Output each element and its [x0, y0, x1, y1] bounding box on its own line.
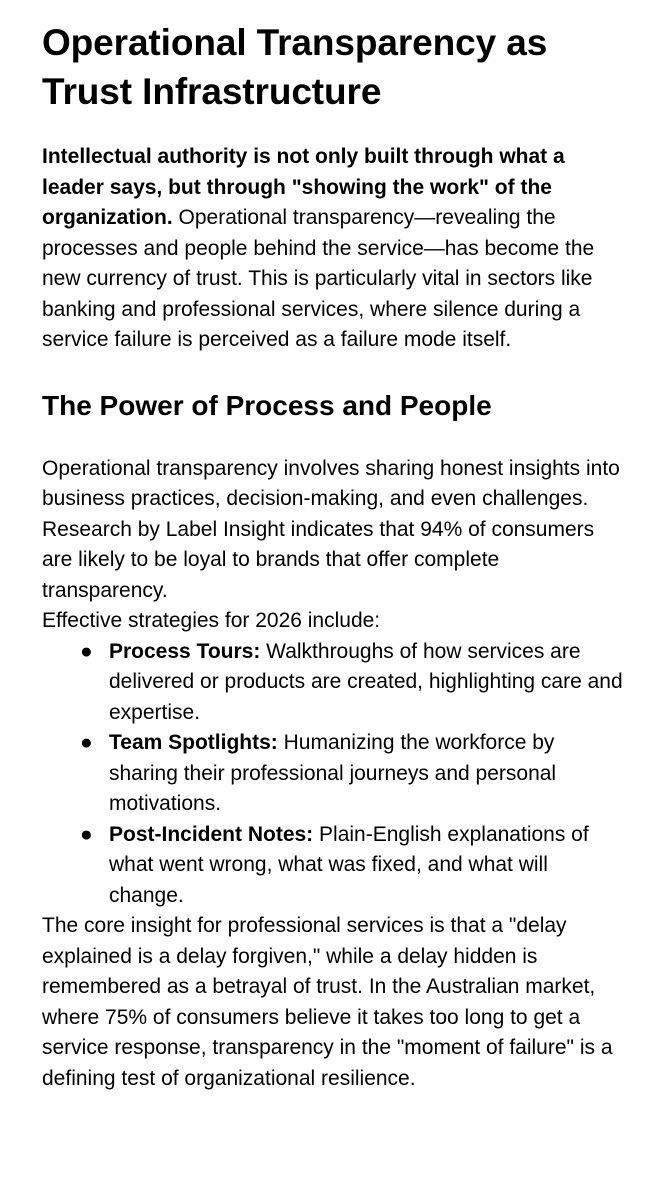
intro-text: Operational transparency—revealing the processes and people behind the service—has become the new currency of trust. This is particularly vital in sectors like banking and professional services, where silence during a service failure is perceived as a failure mode itself.	[42, 206, 595, 351]
bullet-icon: ●	[80, 731, 93, 754]
strategies-list	[42, 637, 628, 912]
paragraph-strategies-intro: Effective strategies for 2026 include:	[42, 609, 381, 632]
section-heading: The Power of Process and People	[42, 389, 492, 421]
list-item-text: Plain-English explanations of what went wrong, what was fixed, and what will change.	[109, 822, 589, 907]
list-item-label: Post-Incident Notes:	[109, 822, 314, 846]
list-item-label: Process Tours:	[109, 639, 261, 663]
bullet-icon: ●	[80, 639, 93, 663]
paragraph-definition: Operational transparency involves sharing honest insights into business practices, decision-making, and even challenges.	[42, 456, 620, 510]
paragraph-conclusion: The core insight for professional services is that a "delay explained is a delay forgiven," while a delay hidden is remembered as a betrayal of trust. In the Australian market, where 75% of consumers believe it takes too long to get a service response, transparency in the "moment of failure" is a defining test of organizational resilience.	[42, 914, 613, 1090]
list-item-text: Walkthroughs of how services are delivered or products are created, highlighting care and expertise.	[109, 639, 623, 724]
paragraph-research: Research by Label Insight indicates that 94% of consumers are likely to be loyal to brands that offer complete transparency.	[42, 517, 595, 602]
list-item-post-incident-notes	[42, 820, 628, 912]
list-item-process-tours	[42, 637, 628, 729]
section-body	[42, 454, 628, 1095]
page-title: Operational Transparency as Trust Infrastructure	[42, 22, 548, 112]
list-item-team-spotlights	[42, 728, 628, 820]
intro-paragraph	[42, 142, 628, 356]
intro-bold-lead: Intellectual authority is not only built through what a leader says, but through "showing the work" of the organization.	[42, 145, 565, 229]
list-item-text: Humanizing the workforce by sharing their professional journeys and personal motivations.	[109, 731, 557, 815]
list-item-label: Team Spotlights:	[109, 731, 278, 754]
bullet-icon: ●	[80, 822, 93, 846]
